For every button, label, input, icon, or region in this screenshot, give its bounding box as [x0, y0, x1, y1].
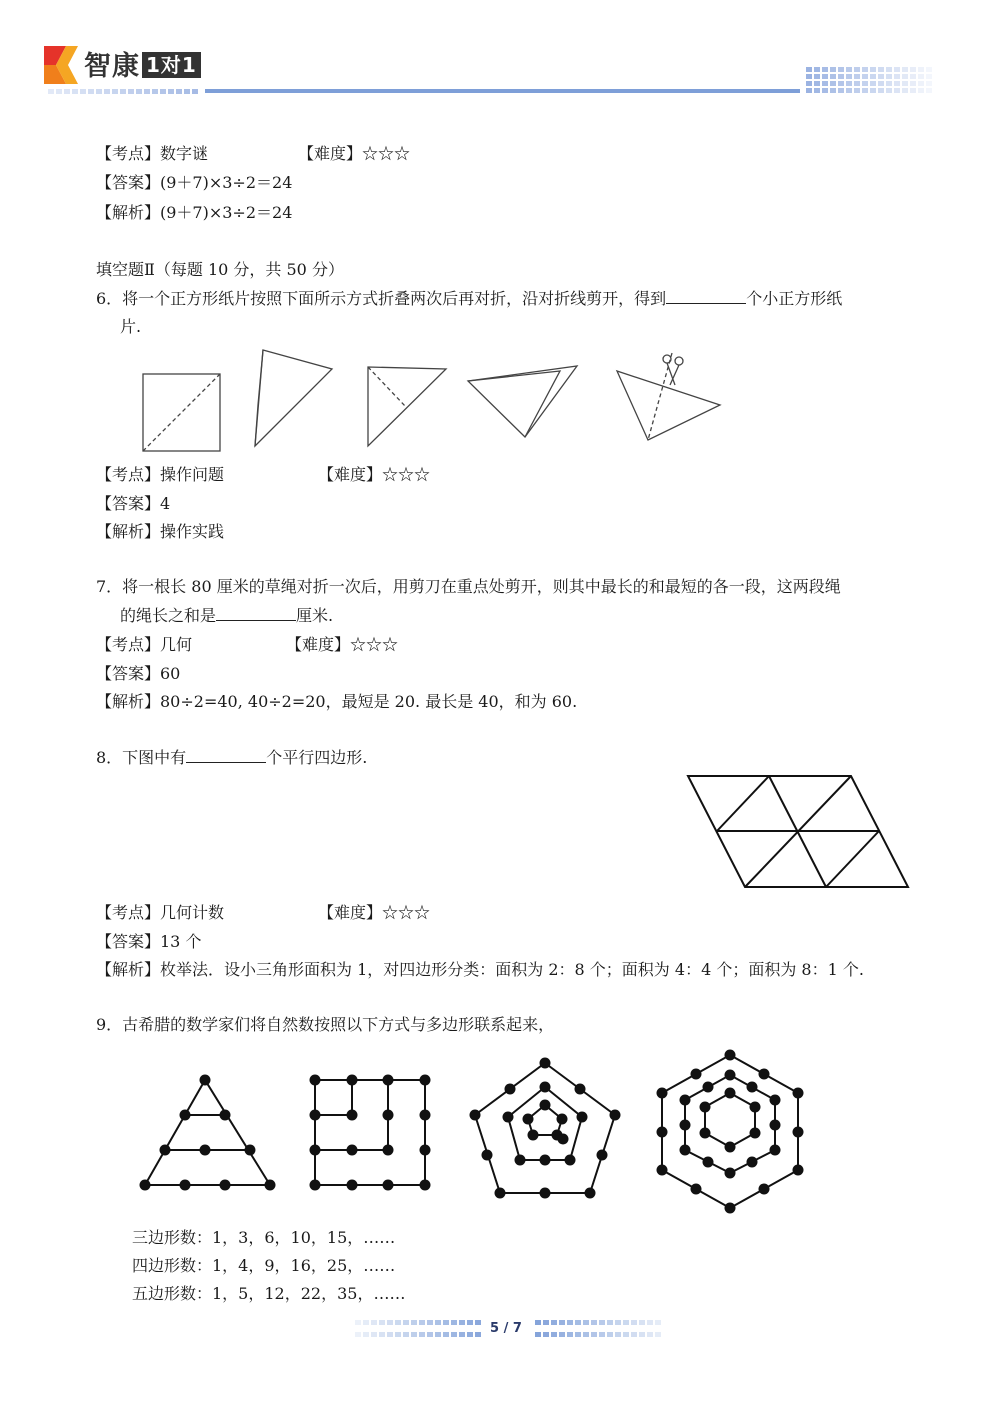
- q6-folding-figure: [130, 345, 750, 460]
- dot: [310, 1180, 321, 1191]
- dot: [725, 1050, 736, 1061]
- q7-kaodian: 【考点】几何: [96, 635, 193, 654]
- dot: [657, 1088, 668, 1099]
- dot: [310, 1075, 321, 1086]
- dot: [703, 1157, 714, 1168]
- dot: [540, 1100, 551, 1111]
- triangle-numbers: [145, 1080, 270, 1185]
- dot: [495, 1188, 506, 1199]
- dot: [770, 1145, 781, 1156]
- q9-polygonal-numbers-figure: [130, 1045, 820, 1220]
- dot: [747, 1082, 758, 1093]
- dot: [657, 1127, 668, 1138]
- q8-parallelogram-figure: [680, 770, 915, 892]
- dot: [725, 1088, 736, 1099]
- q6-answer: 【答案】4: [96, 494, 171, 513]
- q6-text-cont: 片.: [120, 317, 142, 336]
- q6-blank: [666, 287, 746, 304]
- q8-answer: 【答案】13 个: [96, 932, 202, 951]
- dot: [565, 1155, 576, 1166]
- dot: [750, 1102, 761, 1113]
- dot: [747, 1157, 758, 1168]
- q9-text: 9．古希腊的数学家们将自然数按照以下方式与多边形联系起来，: [96, 1015, 555, 1034]
- dot: [528, 1130, 539, 1141]
- dot: [470, 1110, 481, 1121]
- dot: [657, 1165, 668, 1176]
- dot: [540, 1058, 551, 1069]
- q9-seq-triangle: 三边形数：1，3，6，10，15，……: [132, 1228, 396, 1247]
- dot: [770, 1120, 781, 1131]
- dot: [577, 1112, 588, 1123]
- q5-nandu: 【难度】☆☆☆: [298, 144, 411, 163]
- dot: [420, 1145, 431, 1156]
- dot: [700, 1102, 711, 1113]
- q7-blank: [216, 604, 296, 621]
- square-numbers: [315, 1080, 425, 1185]
- dot: [700, 1128, 711, 1139]
- dot: [383, 1145, 394, 1156]
- dot: [750, 1128, 761, 1139]
- q6-kaodian: 【考点】操作问题: [96, 465, 225, 484]
- dot: [759, 1184, 770, 1195]
- scissors-icon: [663, 355, 671, 363]
- fold-step-4: [468, 366, 577, 437]
- dot: [680, 1145, 691, 1156]
- dot: [691, 1069, 702, 1080]
- dot: [793, 1127, 804, 1138]
- dot: [420, 1075, 431, 1086]
- dot: [597, 1150, 608, 1161]
- dot: [575, 1084, 586, 1095]
- dot: [585, 1188, 596, 1199]
- q7-nandu: 【难度】☆☆☆: [286, 635, 399, 654]
- dot: [557, 1114, 568, 1125]
- q6-text: 6．将一个正方形纸片按照下面所示方式折叠两次后再对折，沿对折线剪开，得到 个小正方形纸: [96, 289, 843, 308]
- dot: [610, 1110, 621, 1121]
- dot: [200, 1075, 211, 1086]
- dot: [503, 1112, 514, 1123]
- dot: [347, 1110, 358, 1121]
- dot: [725, 1142, 736, 1153]
- q8-kaodian: 【考点】几何计数: [96, 903, 225, 922]
- q9-seq-pentagon: 五边形数：1，5，12，22，35，……: [132, 1284, 406, 1303]
- dot: [140, 1180, 151, 1191]
- dot: [515, 1155, 526, 1166]
- dot: [540, 1155, 551, 1166]
- dot: [180, 1180, 191, 1191]
- dot: [505, 1084, 516, 1095]
- dot: [691, 1184, 702, 1195]
- dot: [680, 1120, 691, 1131]
- page-number: 5 / 7: [490, 1321, 522, 1336]
- q9-seq-square: 四边形数：1，4，9，16，25，……: [132, 1256, 396, 1275]
- dot: [265, 1180, 276, 1191]
- q8-text: 8．下图中有 个平行四边形.: [96, 748, 368, 767]
- dot: [793, 1088, 804, 1099]
- dot: [383, 1180, 394, 1191]
- dot: [383, 1110, 394, 1121]
- brand-box: 1对1: [142, 52, 201, 78]
- q6-analysis: 【解析】操作实践: [96, 522, 225, 541]
- dot: [482, 1150, 493, 1161]
- dot: [558, 1134, 569, 1145]
- dot: [725, 1203, 736, 1214]
- q5-answer: 【答案】(9＋7)×3÷2＝24: [96, 173, 293, 192]
- q6-nandu: 【难度】☆☆☆: [318, 465, 431, 484]
- fold-step-5: [617, 371, 720, 440]
- q7-text: 7．将一根长 80 厘米的草绳对折一次后，用剪刀在重点处剪开，则其中最长的和最短的各一段，这两段绳: [96, 577, 841, 596]
- dot: [420, 1110, 431, 1121]
- q7-answer: 【答案】60: [96, 664, 181, 683]
- dot: [220, 1180, 231, 1191]
- dot: [540, 1188, 551, 1199]
- q5-kaodian: 【考点】数字谜: [96, 144, 209, 163]
- dot: [310, 1145, 321, 1156]
- dot: [310, 1110, 321, 1121]
- dot: [725, 1070, 736, 1081]
- fold-step-2: [255, 350, 332, 446]
- dot: [245, 1145, 256, 1156]
- dot: [180, 1110, 191, 1121]
- dot: [220, 1110, 231, 1121]
- dot: [347, 1075, 358, 1086]
- dot: [200, 1145, 211, 1156]
- dot: [347, 1145, 358, 1156]
- dot: [160, 1145, 171, 1156]
- q7-text-cont: 的绳长之和是 厘米.: [120, 606, 334, 625]
- q8-analysis: 【解析】枚举法．设小三角形面积为 1，对四边形分类：面积为 2：8 个；面积为 4：4 个；面积为 8：1 个.: [96, 960, 864, 979]
- dot: [523, 1114, 534, 1125]
- q5-analysis: 【解析】(9＋7)×3÷2＝24: [96, 203, 293, 222]
- dot: [793, 1165, 804, 1176]
- q8-blank: [186, 746, 266, 763]
- dot: [725, 1168, 736, 1179]
- q7-analysis: 【解析】80÷2=40, 40÷2=20，最短是 20. 最长是 40，和为 60.: [96, 692, 578, 711]
- dot: [759, 1069, 770, 1080]
- section-title: 填空题Ⅱ（每题 10 分，共 50 分）: [96, 260, 344, 279]
- dot: [680, 1095, 691, 1106]
- dot: [540, 1082, 551, 1093]
- dot: [770, 1095, 781, 1106]
- dot: [703, 1082, 714, 1093]
- dot: [420, 1180, 431, 1191]
- q8-nandu: 【难度】☆☆☆: [318, 903, 431, 922]
- brand-name: 智康 1对1: [84, 44, 201, 83]
- header-decoration: [0, 60, 1000, 100]
- dot: [347, 1180, 358, 1191]
- dot: [383, 1075, 394, 1086]
